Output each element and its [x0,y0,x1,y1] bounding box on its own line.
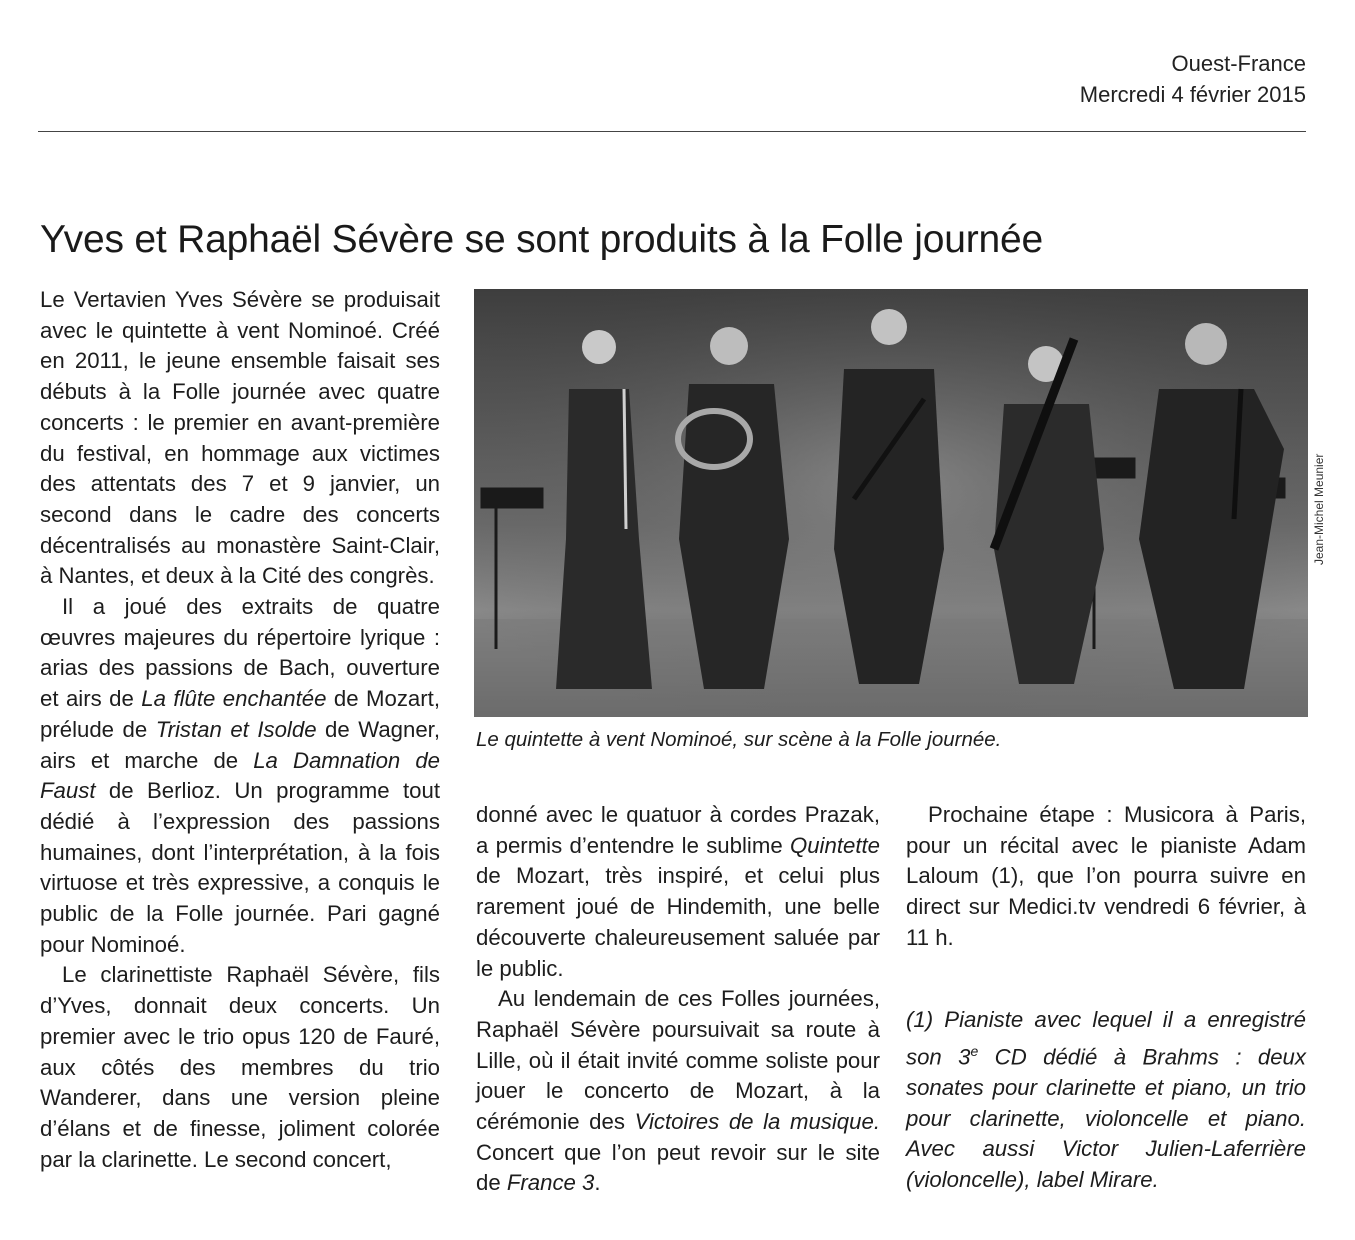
article-column-1 [40,285,440,1175]
quintet-image [474,289,1308,717]
paragraph-intro: Le Vertavien Yves Sévère se produisait avec le quintette à vent Nominoé. Créé en 2011, le jeune ensemble faisait ses débuts à la Folle journée avec quatre concerts : le premier en avant-première du festival, en hommage aux victimes des attentats des 7 et 9 janvier, un second dans le cadre des concerts décentralisés au monastère Saint-Clair, à Nantes, et deux à la Cité des congrès. [40,287,440,589]
masthead [1080,48,1306,110]
paragraph-lille: Au lendemain de ces Folles journées, Raphaël Sévère poursuivait sa route à Lille, où il était invité comme soliste pour jouer le concerto de Mozart, à la cérémonie des Victoires de la musique. Concert que l’on peut revoir sur le site de France 3. [476,986,880,1196]
footnote-text: (1) Pianiste avec lequel il a enregistré son 3e CD dédié à Brahms : deux sonates pour clarinette et piano, un trio pour clarinette, violoncelle et piano. Avec aussi Victor Julien-Laferrière (violoncelle), label Mirare. [906,1007,1306,1192]
paragraph-continuation: donné avec le quatuor à cordes Prazak, a permis d’entendre le sublime Quintette de Mozart, très inspiré, et celui plus rarement joué de Hindemith, une belle découverte chaleureusement saluée par le public. [476,802,880,981]
masthead-rule [38,131,1306,132]
paragraph-repertoire: Il a joué des extraits de quatre œuvres majeures du répertoire lyrique : arias des passions de Bach, ouverture et airs de La flûte enchantée de Mozart, prélude de Tristan et Isolde de Wagner, airs et marche de La Damnation de Faust de Berlioz. Un programme tout dédié à l’expression des passions humaines, dont l’interprétation, à la fois virtuose et très expressive, a conquis le public de la Folle journée. Pari gagné pour Nominoé. [40,594,441,957]
footnote [906,1005,1306,1196]
ensemble-photo [474,289,1308,717]
article-column-3 [906,800,1306,954]
article-headline: Yves et Raphaël Sévère se sont produits à la Folle journée [40,218,1044,261]
article-column-2 [476,800,880,1199]
publication-date: Mercredi 4 février 2015 [1079,82,1306,107]
photo-caption: Le quintette à vent Nominoé, sur scène à la Folle journée. [476,728,1002,751]
photo-credit: Jean-Michel Meunier [1312,453,1326,565]
paragraph-next-step: Prochaine étape : Musicora à Paris, pour un récital avec le pianiste Adam Laloum (1), que l’on pourra suivre en direct sur Medici.tv vendredi 6 février, à 11 h. [906,802,1306,950]
paragraph-clarinettist: Le clarinettiste Raphaël Sévère, fils d’Yves, donnait deux concerts. Un premier avec le trio opus 120 de Fauré, aux côtés des membres du trio Wanderer, dans une version pleine d’élans et de finesse, joliment colorée par la clarinette. Le second concert, [40,962,440,1172]
newspaper-name: Ouest-France [1171,51,1306,76]
